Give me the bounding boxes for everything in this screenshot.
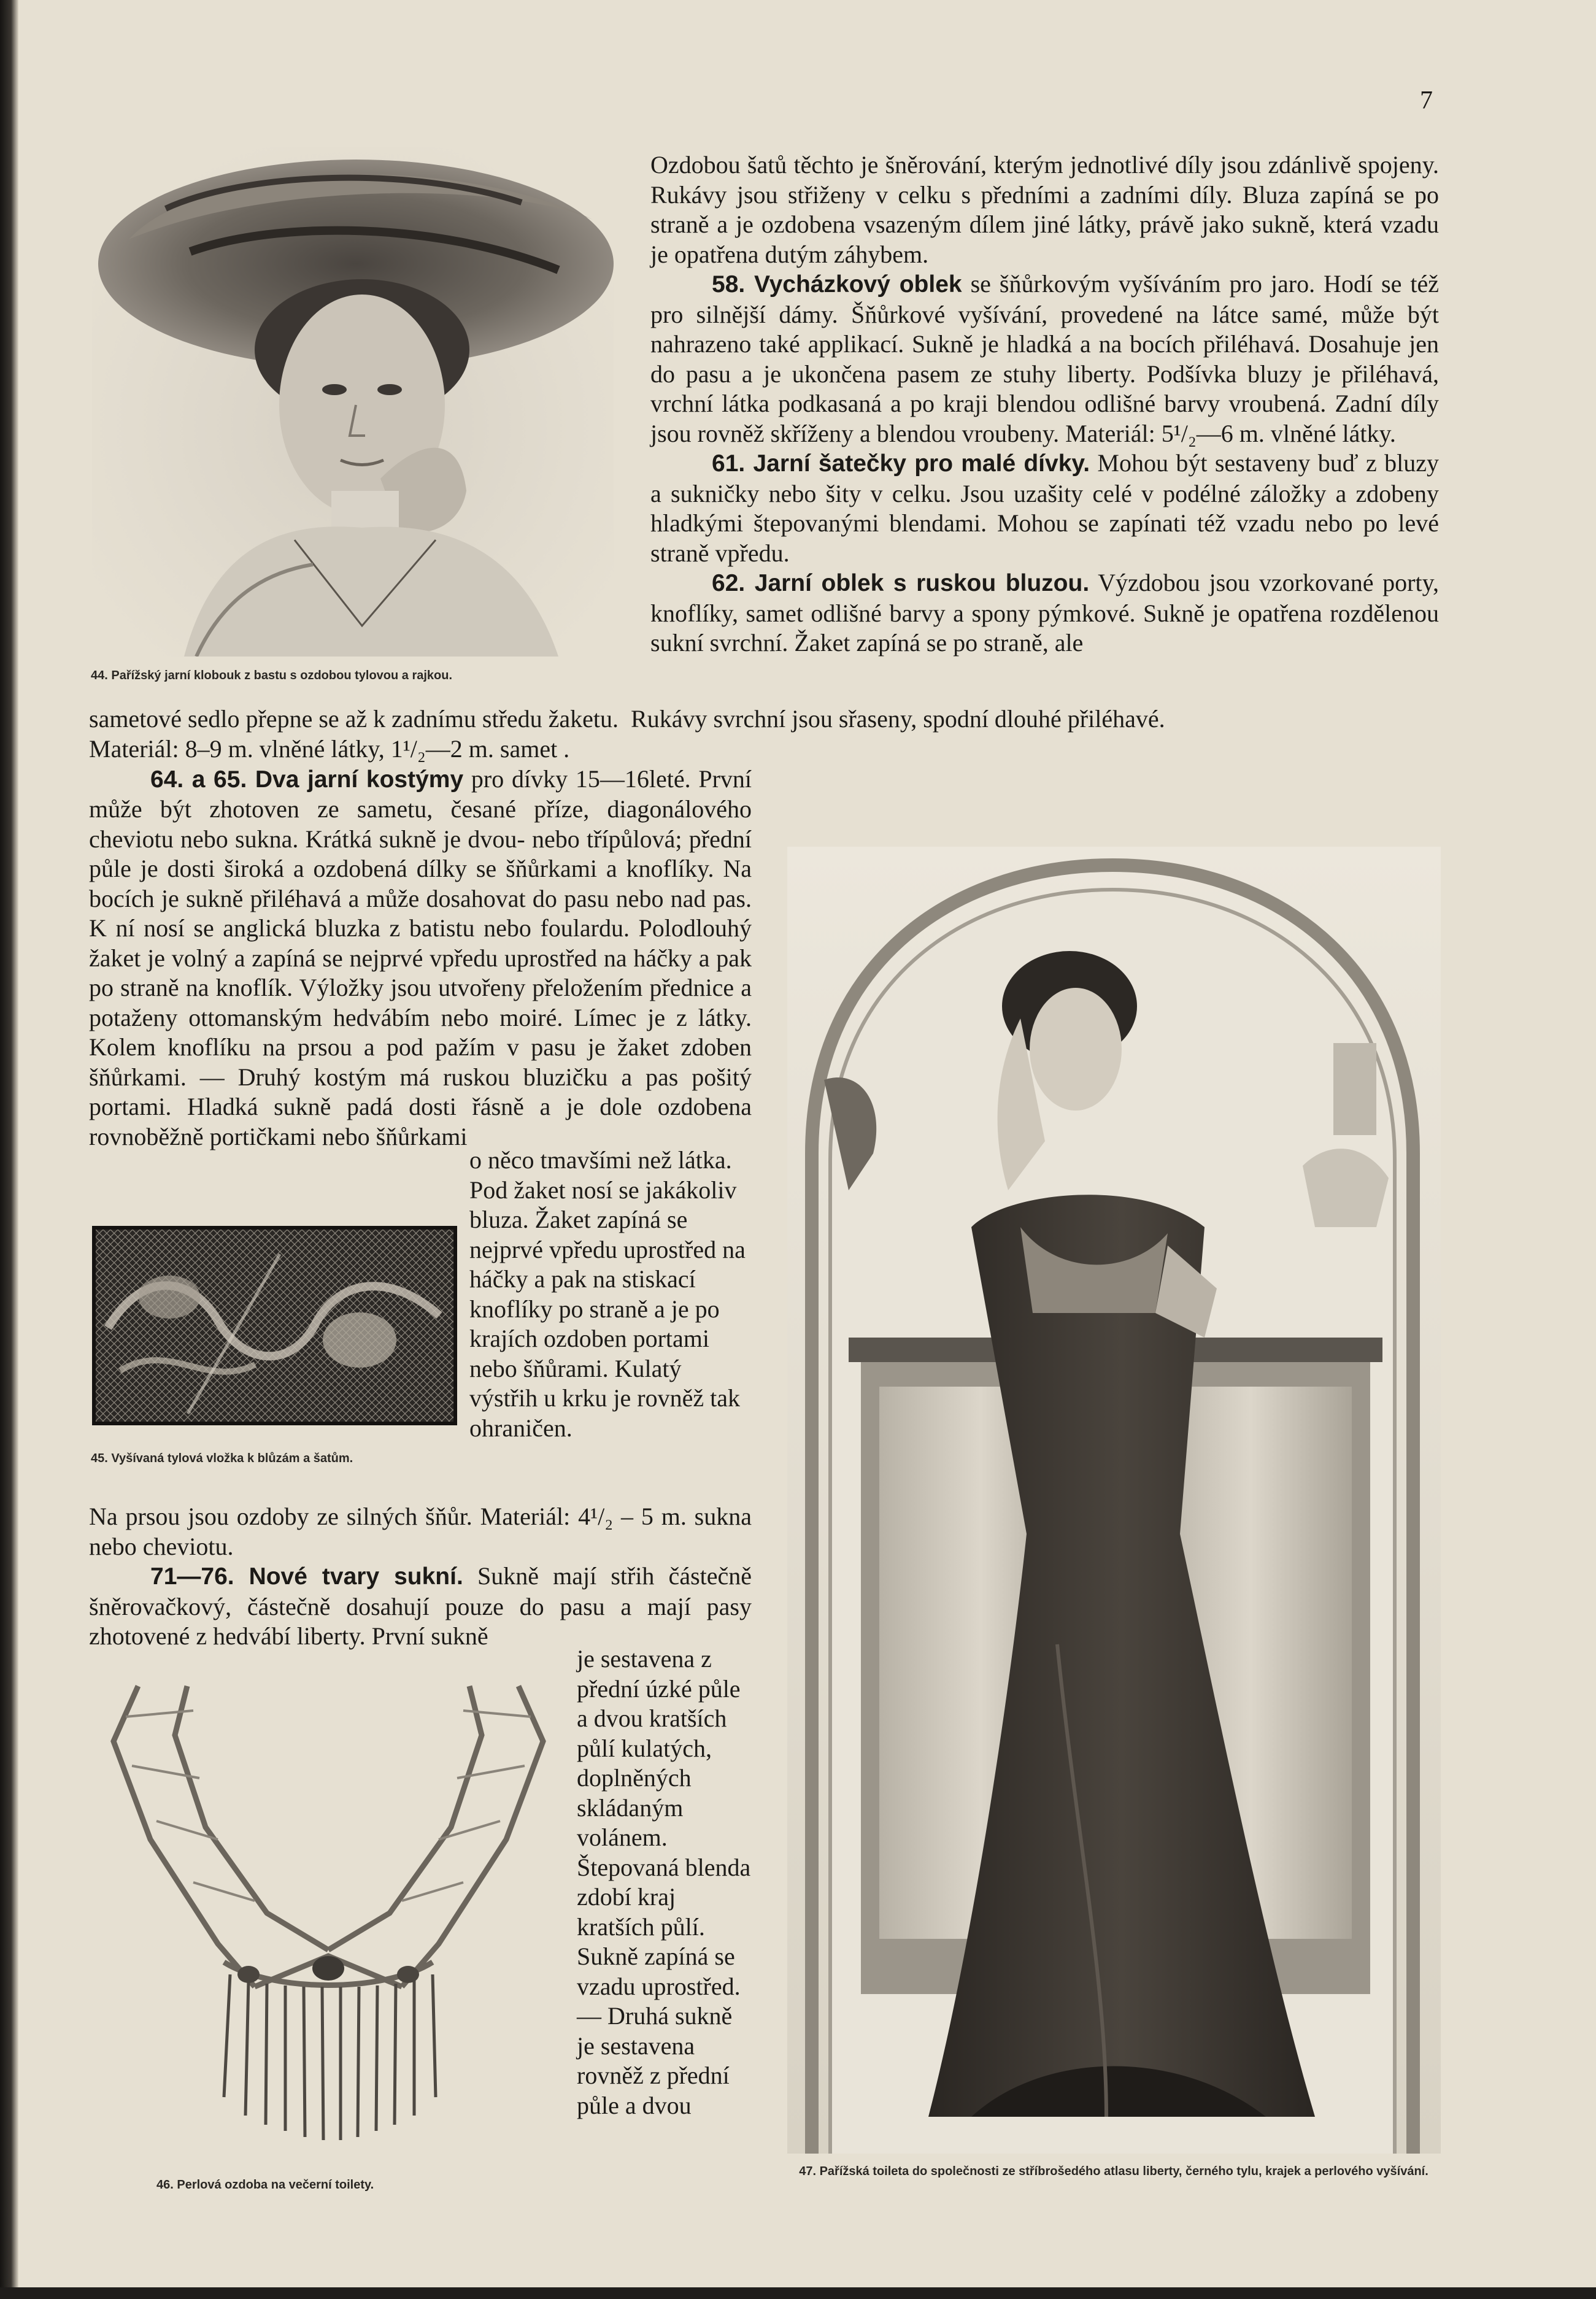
section-71-heading: 71—76. Nové tvary sukní. [150,1563,463,1590]
page-bottom-edge [0,2287,1596,2299]
section-58-heading: 58. Vycházkový oblek [712,271,962,298]
section-64-body: pro dívky 15—16leté. První může být zhotoven ze sametu, česané příze, diagonálového cheviotu nebo sukna. Krátká sukně je dvou- nebo třípůlová; přední půle je dosti široká a ozdobená dílky se šňůrkami a knoflíky. Na bocích je sukně přiléhavá a může dosahovat do pasu nebo nad pas. K ní nosí se anglická bluzka z batistu nebo foulardu. Polodlouhý žaket je volný a zapíná se nejprvé vpředu uprostřed na háčky a pak po straně na knoflík. Výložky jsou utvořeny přeložením přednice a potaženy ottomanským hedvábím nebo moiré. Límec je z látky. Kolem knoflíku na prsou a pod pažím v pasu je žaket zdoben šňůrkami. — Druhý kostým má ruskou bluzičku a pas pošitý portami. Hladká sukně padá dosti řásně a je dole ozdobena rovnoběžně portičkami nebo šňůrkami [89,764,752,1150]
section-61-body: Mohou být sestaveny buď z bluzy a sukničky nebo šity v celku. Jsou uzašity celé v podélné záložky a zdobeny hladkými štepovanými blendami. Mohou se zapínati též vzadu nebo po levé straně vpředu. [650,449,1440,567]
evening-gown-photo [787,847,1441,2154]
section-64-heading: 64. a 65. Dva jarní kostýmy [150,766,464,793]
page-number: 7 [1420,87,1433,115]
tulle-insert-photo [92,1226,457,1425]
section-61-heading: 61. Jarní šatečky pro malé dívky. [712,450,1090,477]
intro-paragraph: Ozdobou šatů těchto je šněrování, kterým jednotlivé díly jsou zdánlivě spojeny. Rukávy jsou střiženy v celku s předními a zadními díly. Bluza zapíná se po straně a je ozdobena vsazeným dílem jiné látky, právě jako sukně, která vzadu je opatřena dutým záhybem. [650,151,1439,268]
right-column-text [650,150,1439,658]
left-continuation-1: sametové sedlo přepne se až k zadnímu středu žaketu. [89,705,619,733]
section-62-continuation: Rukávy svrchní jsou sřaseny, spodní dlouhé přiléhavé. [631,705,1165,733]
left-column-lower-text [89,1502,752,1652]
section-71-body: Sukně mají střih částečně šněrovačkový, částečně dosahují pouze do pasu a mají pasy zhotovené z hedvábí liberty. První sukně [89,1562,752,1650]
section-58-body: se šňůrkovým vyšíváním pro jaro. Hodí se též pro silnější dámy. Šňůrkové vyšívání, provedené na látce samé, může být nahrazeno také applikací. Sukně je hladká a na bocích přiléhavá. Dosahuje jen do pasu a je ukončena pasem ze stuhy liberty. Podšívka bluzy je přiléhavá, vrchní látka podkasaná a po kraji blendou odlišné barvy vroubená. Zadní díly jsou rovněž skříženy a blendou vroubeny. Materiál: 5¹/₂—6 m. vlněné látky. [650,270,1439,447]
binding-gutter [0,0,18,2299]
section-62-body: Výzdobou jsou vzorkované porty, knoflíky, samet odlišné barvy a spony pýmkové. Sukně je opatřena rozdělenou sukní svrchní. Žaket zapíná se po straně, ale [650,569,1439,657]
figure-47-caption: 47. Pařížská toileta do společnosti ze stříbrošedého atlasu liberty, černého tylu, krajek a perlového vyšívání. [799,2165,1428,2178]
narrow-text-beside-figure-45: o něco tmavšími než látka. Pod žaket nosí se jakákoliv bluza. Žaket zapíná se nejprvé vpředu uprostřed na háčky a pak na stiskací knoflíky po straně a je po krajích ozdoben portami nebo šňůrami. Kulatý výstřih u krku je rovněž tak ohraničen. [469,1146,746,1442]
narrow-text-beside-figure-46: je sestavena z přední úzké půle a dvou kratších půlí kulatých, doplněných skládaným volánem. Štepovaná blenda zdobí kraj kratších půlí. Sukně zapíná se vzadu uprostřed. — Druhá sukně je sestavena rovněž z přední půle a dvou [577,1645,751,2119]
figure-45-caption: 45. Vyšívaná tylová vložka k blůzám a šatům. [91,1452,353,1465]
figure-46-caption: 46. Perlová ozdoba na večerní toilety. [156,2178,374,2192]
full-width-line [89,704,1439,734]
hat-portrait-photo [92,147,614,657]
pearl-ornament-photo [71,1668,586,2146]
left-continuation-2: Materiál: 8–9 m. vlněné látky, 1¹/₂—2 m. samet . [89,735,570,763]
left-column-text [89,734,752,1152]
section-62-heading: 62. Jarní oblek s ruskou bluzou. [712,570,1090,596]
figure-44-caption: 44. Pařížský jarní klobouk z bastu s ozdobou tylovou a rajkou. [91,669,453,682]
section-64-end: Na prsou jsou ozdoby ze silných šňůr. Materiál: 4¹/₂ – 5 m. sukna nebo cheviotu. [89,1503,752,1560]
